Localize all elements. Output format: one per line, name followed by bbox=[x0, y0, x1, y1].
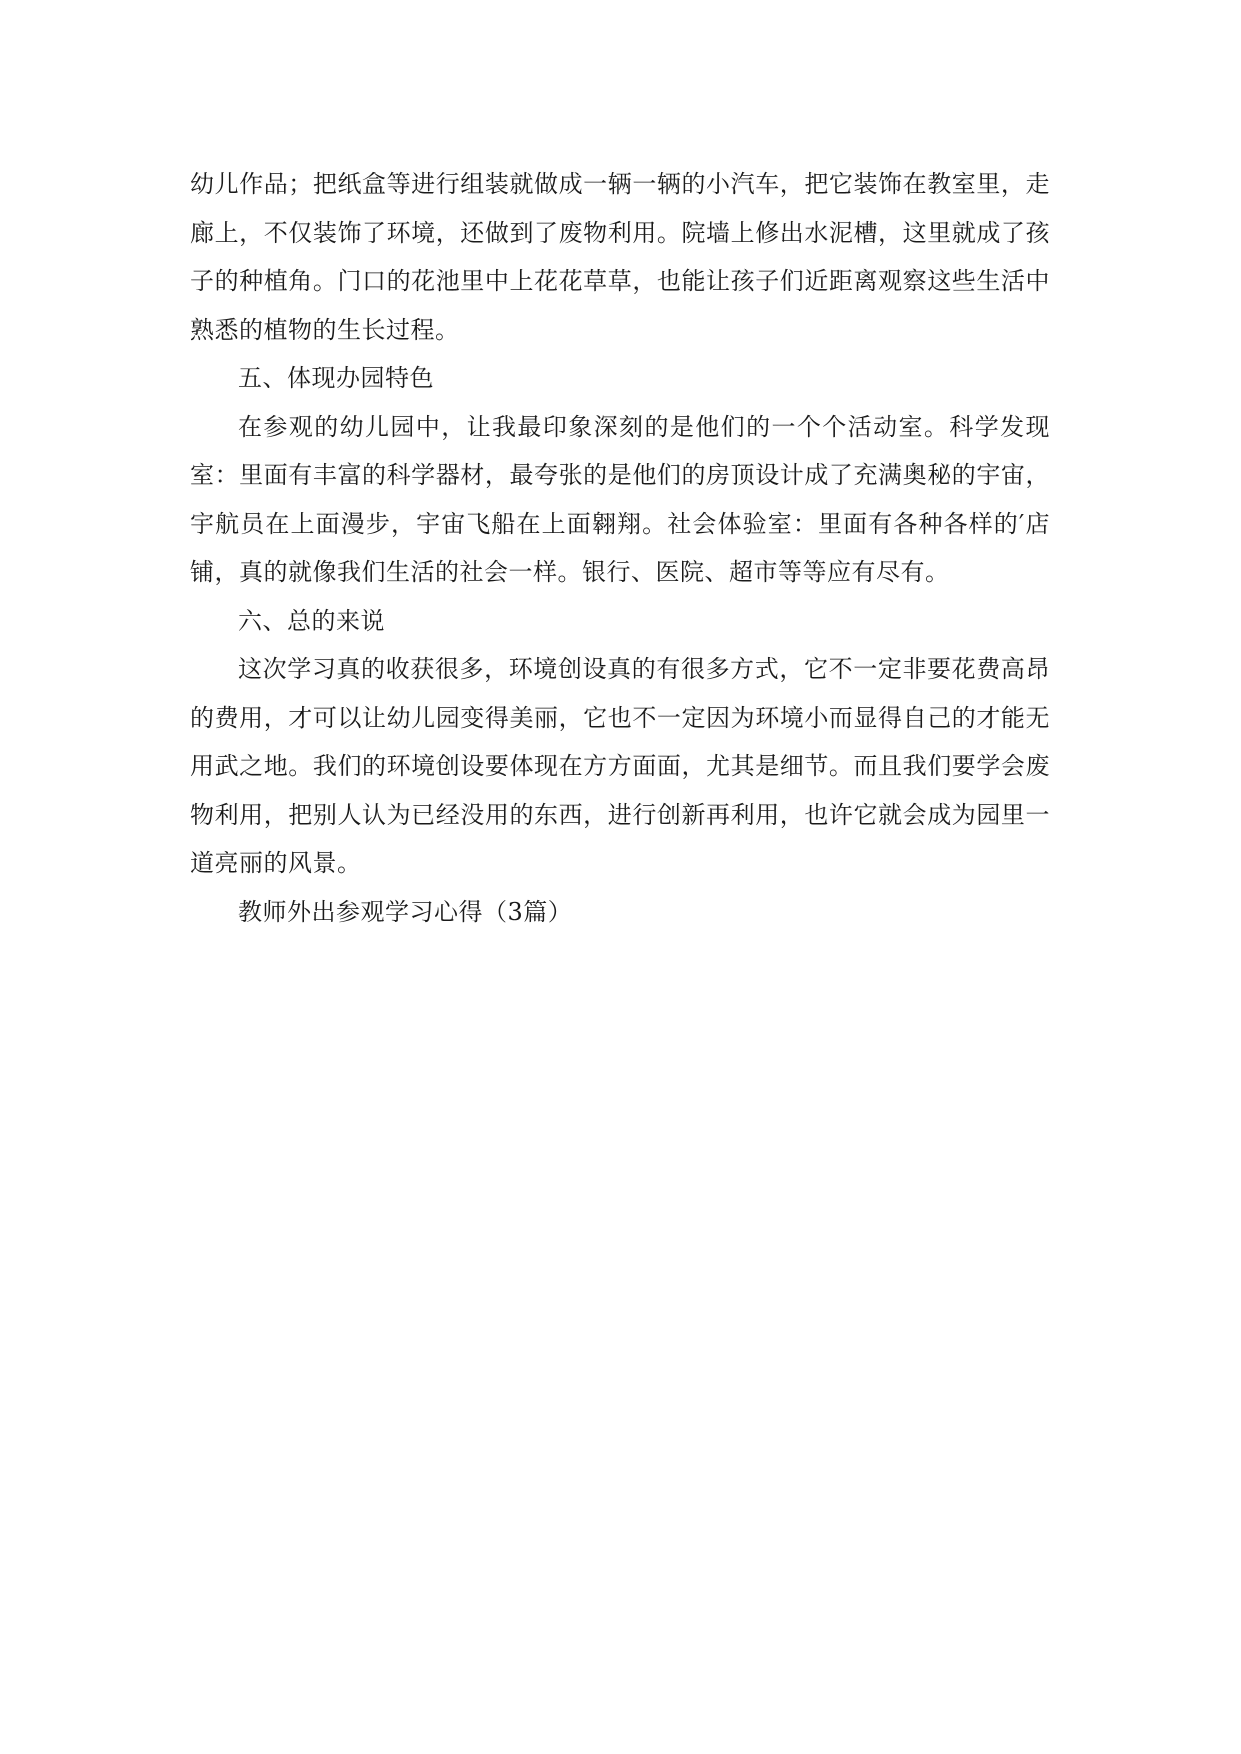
paragraph-summary: 这次学习真的收获很多，环境创设真的有很多方式，它不一定非要花费高昂的费用，才可以让幼儿园变得美丽，它也不一定因为环境小而显得自己的才能无用武之地。我们的环境创设要体现在方方面面，尤其是细节。而且我们要学会废物利用，把别人认为已经没用的东西，进行创新再利用，也许它就会成为园里一道亮丽的风景。 bbox=[190, 655, 1050, 877]
section-heading-5: 五、体现办园特色 bbox=[238, 364, 434, 392]
document-body bbox=[190, 160, 1050, 936]
paragraph-continued: 幼儿作品；把纸盒等进行组装就做成一辆一辆的小汽车，把它装饰在教室里，走廊上，不仅装饰了环境，还做到了废物利用。院墙上修出水泥槽，这里就成了孩子的种植角。门口的花池里中上花花草草，也能让孩子们近距离观察这些生活中熟悉的植物的生长过程。 bbox=[190, 170, 1050, 344]
section-heading-6: 六、总的来说 bbox=[238, 606, 385, 635]
paragraph-activity-rooms: 在参观的幼儿园中，让我最印象深刻的是他们的一个个活动室。科学发现室：里面有丰富的科学器材，最夸张的是他们的房顶设计成了充满奥秘的宇宙，宇航员在上面漫步，宇宙飞船在上面翱翔。社会体验室：里面有各种各样的′店铺，真的就像我们生活的社会一样。银行、医院、超市等等应有尽有。 bbox=[190, 412, 1050, 586]
next-article-title: 教师外出参观学习心得（3篇） bbox=[238, 897, 573, 926]
